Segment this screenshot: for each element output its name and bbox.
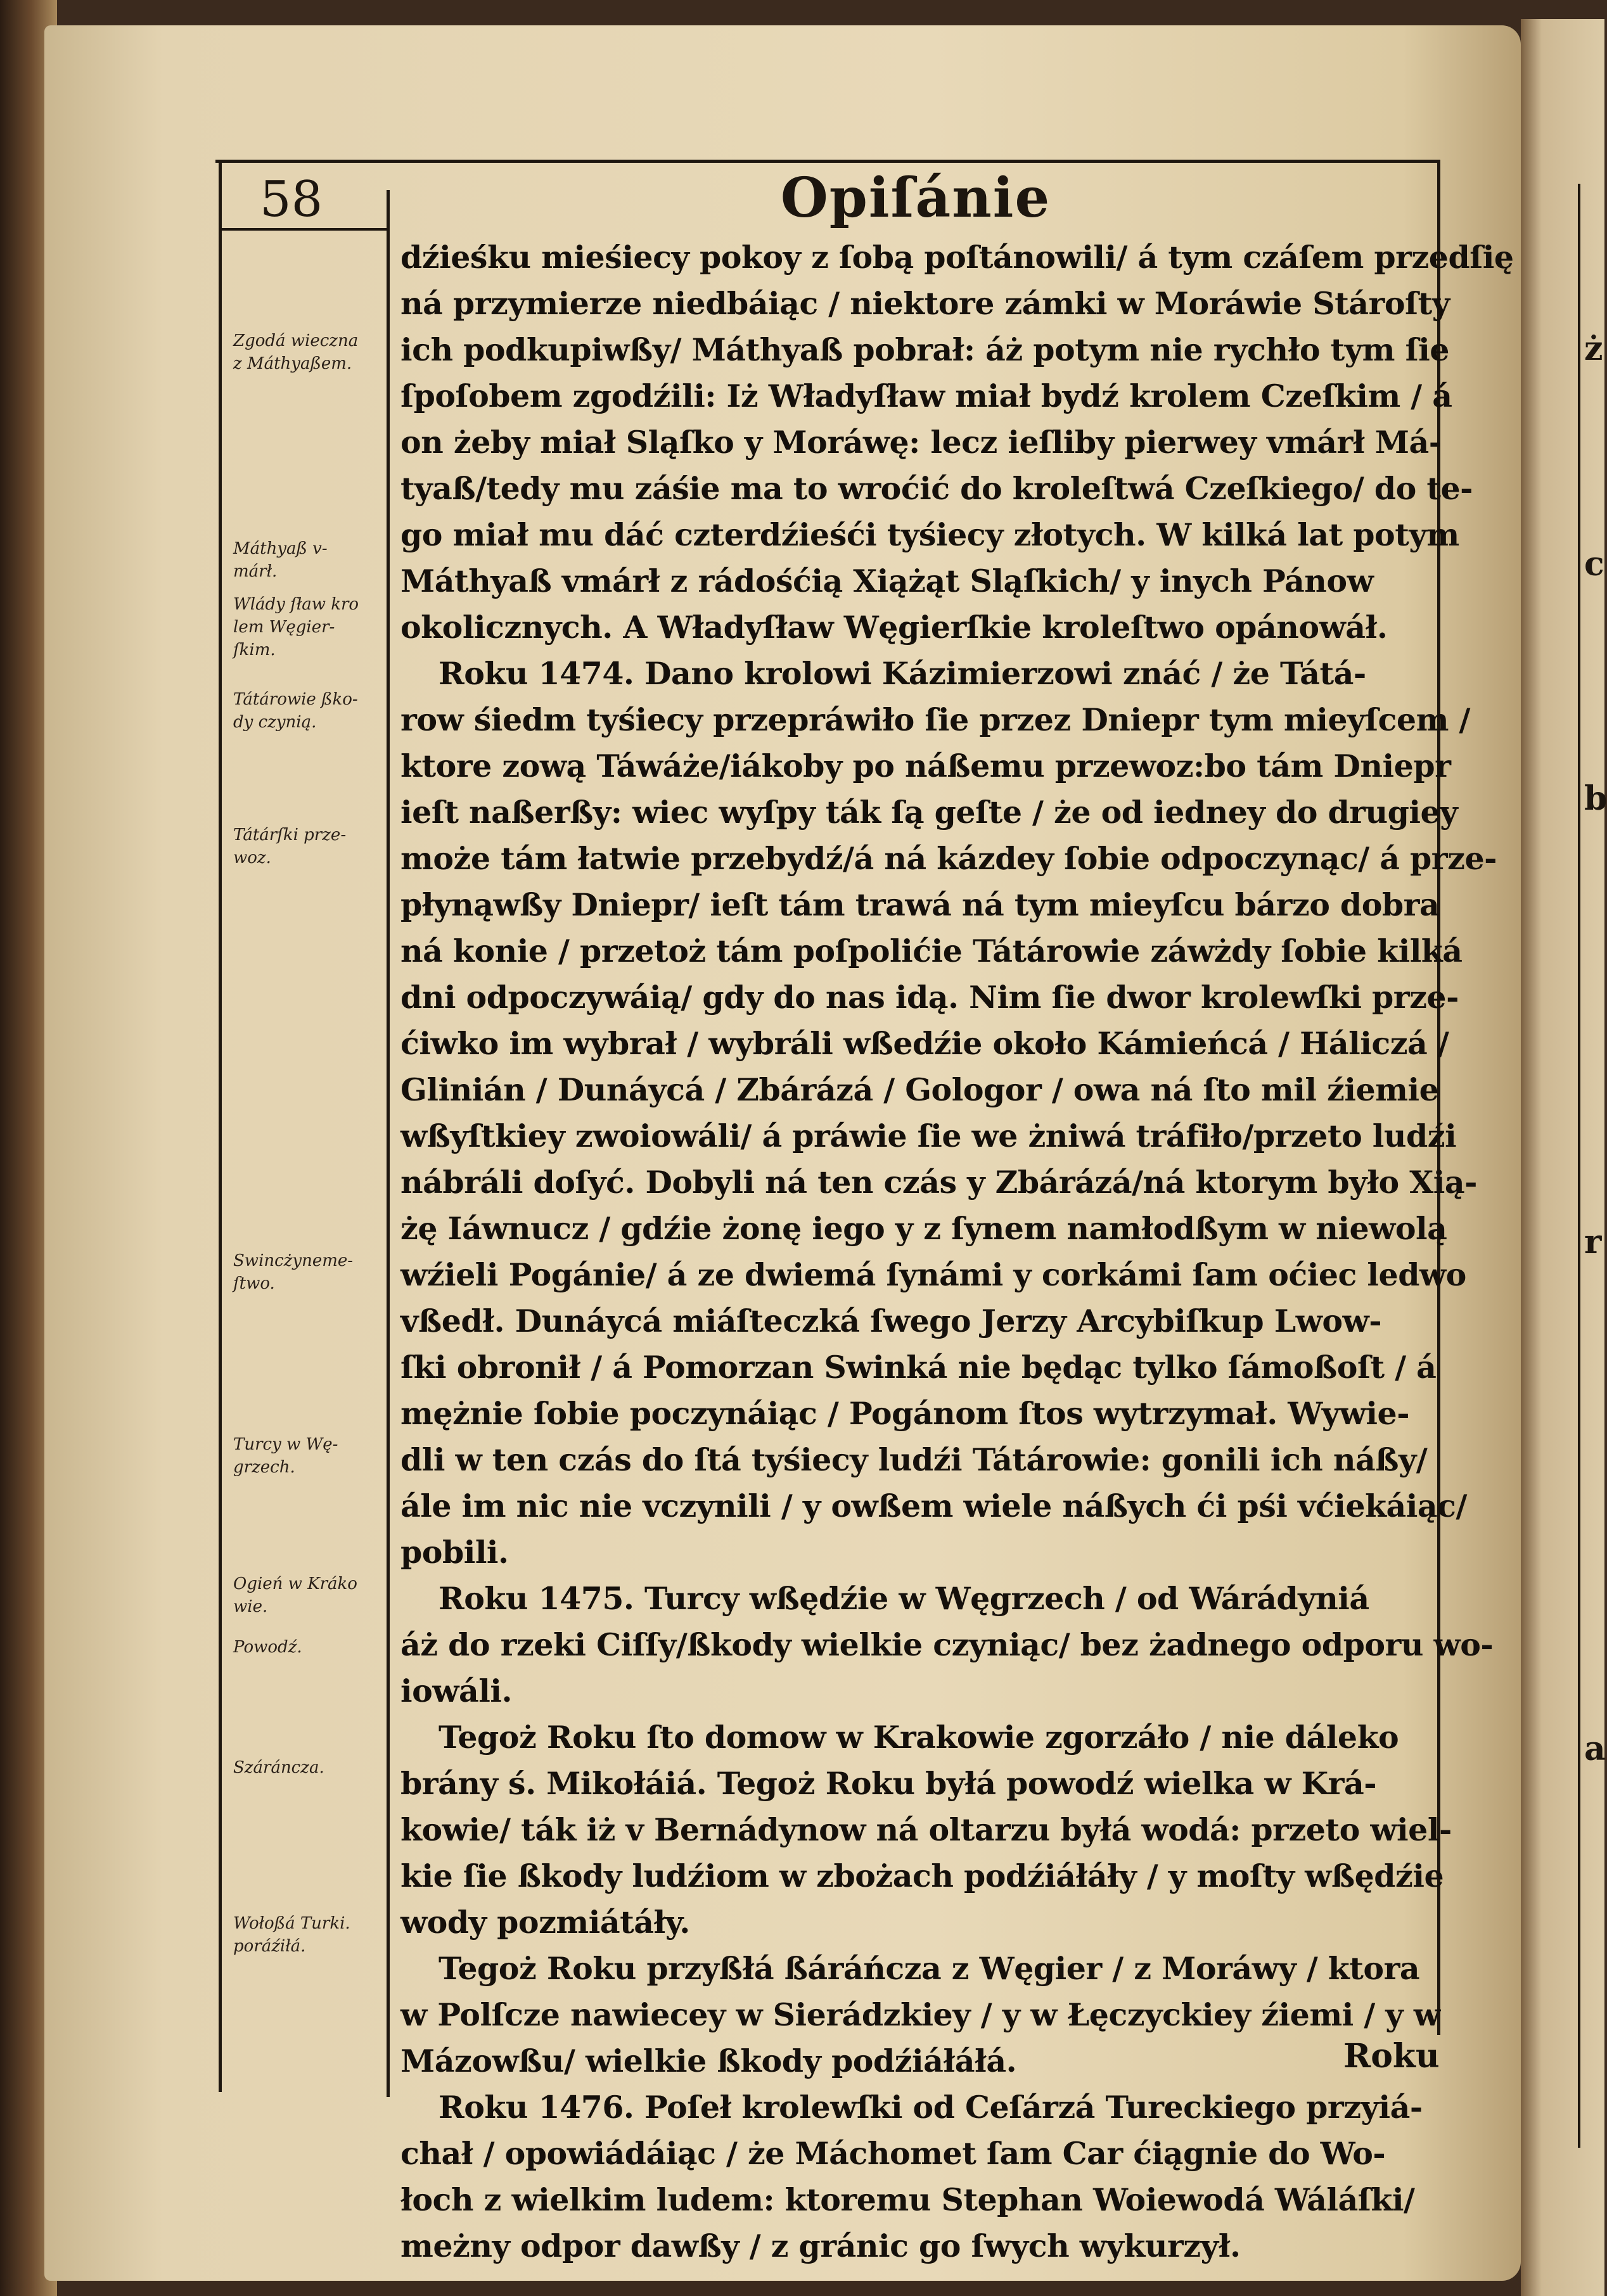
margin-note-line: Wlády ſław kro [233,595,359,614]
margin-note-line: ſtwo. [233,1274,275,1293]
margin-note [233,1249,385,1295]
margin-note-line: Száráncza. [233,1758,324,1777]
frame-rule-top [215,160,1438,163]
text-line: ieſt naßerßy: wiec wyſpy ták ſą geſte / że od iedney do drugiey [400,794,1458,831]
text-line: może tám łatwie przebydź/á ná kázdey ſobie odpoczynąc/ á prze- [400,840,1497,877]
next-page-rule [1578,184,1580,2148]
margin-note [233,824,385,869]
margin-note-line: Wołoßá Turki. [233,1914,350,1933]
text-line: go miał mu dáć czterdźieśći tyśiecy złotych. W kilká lat potym [400,516,1459,553]
text-line: Roku 1474. Dano krolowi Kázimierzowi znáć / że Tátá- [439,655,1366,692]
margin-note-line: wie. [233,1597,268,1616]
margin-note [233,1756,385,1779]
next-page-fragment: ż [1584,329,1603,368]
margin-note [233,329,385,375]
running-head: Opiſánie [780,166,1051,230]
text-line: Tegoż Roku ſto domow w Krakowie zgorzáło / nie dáleko [439,1719,1399,1756]
frame-rule-left [219,160,222,2092]
next-page-edge [1521,19,1607,2296]
text-line: ſpoſobem zgodźili: Iż Władyſław miał bydź krolem Czeſkim / á [400,378,1452,414]
margin-note-line: dy czynią. [233,713,317,732]
text-line: row śiedm tyśiecy przepráwiło ſie przez Dniepr tym mieyſcem / [400,701,1470,738]
text-line: dźieśku mieśiecy pokoy z ſobą poſtánowili/ á tym czáſem przedſię [400,239,1514,276]
text-line: żę Iáwnucz / gdźie żonę iego y z ſynem namłodßym w niewolą [400,1210,1447,1247]
next-page-fragment: b [1584,779,1607,818]
text-line: on żeby miał Sląſko y Moráwę: lecz ieſliby pierwey vmárł Má- [400,424,1442,461]
margin-note-line: Zgodá wieczna [233,331,359,350]
text-line: kie ſie ßkody ludźiom w zbożach podźiáłáły / y moſty wßędźie [400,1858,1444,1894]
margin-note-line: poráźiłá. [233,1937,306,1956]
text-line: okolicznych. A Władyſław Węgierſkie kroleſtwo opánowáł. [400,609,1388,646]
margin-note-line: Tátárowie ßko- [233,690,358,709]
margin-note [233,1433,385,1479]
text-line: łoch z wielkim ludem: ktoremu Stephan Woiewodá Wáláſki/ [400,2181,1415,2218]
margin-note [233,688,385,734]
margin-note-line: márł. [233,562,278,581]
margin-note-line: lem Węgier- [233,618,335,637]
text-line: brány ś. Mikołáiá. Tegoż Roku byłá powodź wielka w Krá- [400,1765,1377,1802]
text-line: pobili. [400,1534,509,1571]
next-page-fragment: a [1584,1730,1606,1768]
text-line: iowáli. [400,1673,513,1709]
margin-note-line: Turcy w Wę- [233,1435,338,1454]
margin-note-line: Swincżyneme- [233,1251,354,1270]
next-page-fragment: r [1584,1223,1602,1261]
text-line: chał / opowiádáiąc / że Máchomet ſam Car ćiągnie do Wo- [400,2135,1386,2172]
margin-note [233,593,385,661]
margin-note-line: Ogień w Kráko [233,1574,357,1593]
margin-note [233,1912,385,1958]
margin-note [233,1572,385,1618]
text-line: w Polſcze nawiecey w Sierádzkiey / y w Łęczyckiey źiemi / y w [400,1996,1440,2033]
text-line: ná przymierze niedbáiąc / niektore zámki w Moráwie Stároſty [400,285,1450,322]
text-line: dni odpoczywáią/ gdy do nas idą. Nim ſie dwor krolewſki prze- [400,979,1459,1016]
page-number: 58 [260,171,323,228]
text-line: Mázowßu/ wielkie ßkody podźiáłáłá. [400,2043,1017,2079]
text-line: Glinián / Dunáycá / Zbárázá / Gologor / owa ná ſto mil źiemie [400,1071,1439,1108]
text-line: wody pozmiátáły. [400,1904,690,1941]
text-line: ná konie / przetoż tám poſpolićie Tátárowie záwżdy ſobie kilká [400,933,1463,969]
margin-note-line: Tátárſki prze- [233,826,347,845]
text-line: meżny odpor dawßy / z gránic go ſwych wykurzył. [400,2228,1241,2264]
text-line: mężnie ſobie poczynáiąc / Pogánom ſtos wytrzymał. Wywie- [400,1395,1410,1432]
frame-rule-margin [387,190,390,2097]
catchword: Roku [1343,2037,1440,2076]
text-line: Roku 1476. Poſeł krolewſki od Ceſárzá Tureckiego przyiá- [439,2089,1423,2126]
text-line: tyaß/tedy mu záśie ma to wroćić do kroleſtwá Czeſkiego/ do te- [400,470,1473,507]
text-line: płynąwßy Dniepr/ ieſt tám trawá ná tym mieyſcu bárzo dobra [400,886,1440,923]
text-line: vßedł. Dunáycá miáſteczká ſwego Jerzy Arcybiſkup Lwow- [400,1303,1382,1339]
text-line: wźieli Pogánie/ á ze dwiemá ſynámi y corkámi ſam oćiec ledwo [400,1256,1466,1293]
body-text [400,234,1514,2269]
margin-note-line: Máthyaß v- [233,539,328,558]
text-line: dli w ten czás do ſtá tyśiecy ludźi Tátárowie: gonili ich náßy/ [400,1441,1428,1478]
text-line: nábráli doſyć. Dobyli ná ten czás y Zbárázá/ná ktorym było Xią- [400,1164,1477,1201]
text-line: Tegoż Roku przyßłá ßáráńcza z Węgier / z Moráwy / ktora [439,1950,1420,1987]
margin-note-line: grzech. [233,1458,295,1477]
next-page-fragment: c [1584,545,1604,584]
margin-note [233,1636,385,1659]
text-line: ktore zową Táwáże/iákoby po náßemu przewoz:bo tám Dniepr [400,748,1451,784]
margin-note [233,537,385,583]
text-line: ſki obronił / á Pomorzan Swinká nie będąc tylko ſámoßoſt / á [400,1349,1437,1386]
frame-rule-header [222,228,387,231]
text-line: ćiwko im wybrał / wybráli wßedźie około Kámieńcá / Háliczá / [400,1025,1449,1062]
text-line: kowie/ ták iż v Bernádynow ná oltarzu byłá wodá: przeto wiel- [400,1811,1452,1848]
margin-note-line: z Máthyaßem. [233,354,352,373]
text-line: ich podkupiwßy/ Máthyaß pobrał: áż potym nie rychło tym ſie [400,331,1449,368]
text-line: áż do rzeki Ciſſy/ßkody wielkie czyniąc/ bez żadnego odporu wo- [400,1626,1494,1663]
margin-note-line: woz. [233,848,271,867]
text-line: ále im nic nie vczynili / y owßem wiele náßych ći pśi vćiekáiąc/ [400,1488,1467,1524]
text-line: wßyſtkiey zwoiowáli/ á práwie ſie we żniwá tráfiło/przeto ludźi [400,1118,1457,1154]
margin-note-line: ſkim. [233,641,276,660]
margin-note-line: Powodź. [233,1638,302,1657]
text-line: Máthyaß vmárł z rádośćią Xiążąt Sląſkich/ y inych Pánow [400,563,1374,599]
text-line: Roku 1475. Turcy wßędźie w Węgrzech / od Wárádyniá [439,1580,1369,1617]
